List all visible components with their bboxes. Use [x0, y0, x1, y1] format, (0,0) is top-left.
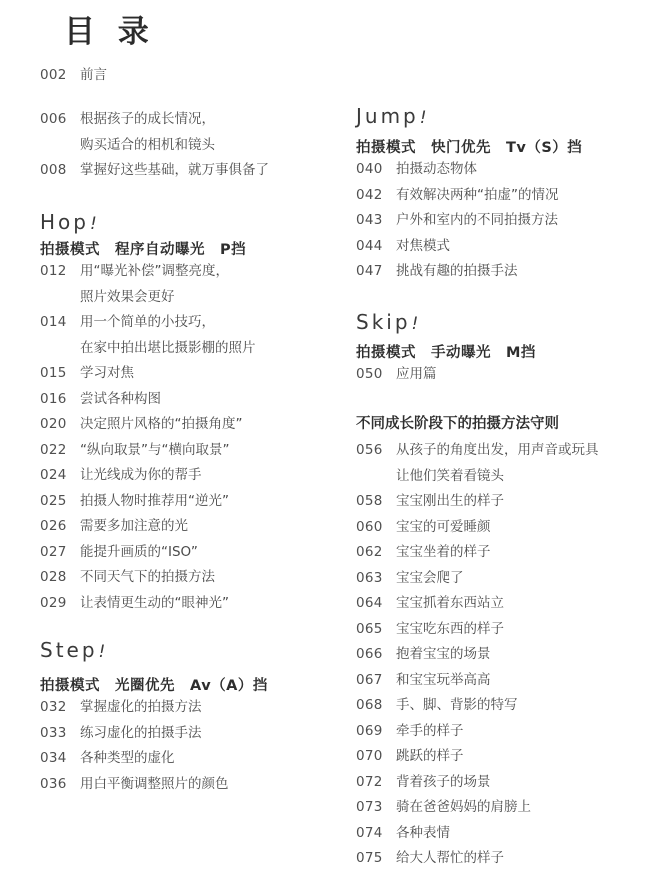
page-number: 016	[40, 390, 67, 407]
page-number: 073	[356, 799, 383, 815]
entry-title-line: 户外和室内的不同拍摄方法	[396, 212, 558, 228]
section-mark: !	[98, 642, 109, 662]
page-number: 050	[356, 366, 383, 382]
toc-entry	[356, 362, 437, 388]
entry-title-line: 应用篇	[396, 366, 437, 382]
entry-title	[80, 259, 229, 310]
entry-title	[396, 515, 491, 541]
page-number: 014	[40, 314, 67, 330]
section-mark: !	[419, 108, 430, 128]
section-hop-heading	[40, 210, 100, 234]
entry-title	[396, 540, 491, 566]
entry-title	[396, 693, 518, 719]
page-number: 070	[356, 748, 383, 764]
entry-title-line: “纵向取景”与“横向取景”	[80, 441, 230, 458]
page-number: 072	[356, 773, 383, 790]
entry-title	[80, 361, 134, 387]
page-number: 064	[356, 595, 383, 611]
toc-entry	[40, 438, 229, 464]
entry-title	[396, 795, 531, 821]
entry-title	[396, 489, 504, 515]
entry-title-line: 有效解决两种“拍虚”的情况	[396, 186, 559, 203]
entry-title-line: 抱着宝宝的场景	[396, 646, 491, 662]
entry-title	[396, 719, 464, 745]
entry-title-line: 手、脚、背影的特写	[396, 697, 518, 713]
entry-title-line: 宝宝坐着的样子	[396, 544, 491, 560]
entry-title	[80, 540, 198, 566]
page-number: 062	[356, 544, 383, 560]
toc-entry	[40, 63, 107, 89]
growth-stages-heading: 不同成长阶段下的拍摄方法守则	[356, 416, 559, 432]
page-number: 060	[356, 518, 383, 535]
section-mark: !	[411, 314, 422, 334]
section-step-heading	[40, 638, 108, 662]
page-number: 015	[40, 365, 67, 381]
toc-entry	[356, 540, 491, 566]
page-number: 024	[40, 467, 67, 483]
entry-title-line: 各种表情	[396, 824, 450, 841]
shooting-mode-heading: 拍摄模式 程序自动曝光 P挡	[40, 242, 247, 258]
shooting-mode-heading: 拍摄模式 快门优先 Tv（S）挡	[356, 140, 583, 156]
toc-entry	[356, 438, 599, 489]
entry-title-line: 需要多加注意的光	[80, 518, 188, 534]
shooting-mode-heading: 拍摄模式 手动曝光 M挡	[356, 345, 536, 361]
section-name: Hop	[40, 210, 89, 234]
entry-title-line: 挑战有趣的拍摄手法	[396, 263, 518, 279]
toc-entry	[356, 668, 491, 694]
entry-title	[396, 259, 518, 285]
toc-entry	[40, 310, 256, 361]
toc-entry	[40, 158, 269, 184]
entry-title	[80, 514, 188, 540]
entry-title-line: 骑在爸爸妈妈的肩膀上	[396, 799, 531, 815]
page-number: 067	[356, 671, 383, 688]
entry-title-line: 根据孩子的成长情况，	[80, 111, 215, 127]
entry-title	[80, 63, 107, 89]
entry-title	[80, 412, 243, 438]
toc-entry	[40, 540, 198, 566]
page-number: 036	[40, 775, 67, 792]
entry-title	[396, 234, 450, 260]
page-number: 056	[356, 442, 383, 458]
toc-entry	[40, 695, 202, 721]
entry-title	[396, 744, 464, 770]
entry-title	[396, 208, 558, 234]
entry-title-line: 拍摄动态物体	[396, 161, 477, 177]
entry-title	[80, 591, 229, 617]
toc-entry	[356, 617, 504, 643]
toc-entry	[40, 565, 215, 591]
entry-title	[80, 565, 215, 591]
page-number: 075	[356, 850, 383, 866]
entry-title-line: 背着孩子的场景	[396, 773, 491, 790]
entry-title-line: 能提升画质的“ISO”	[80, 543, 198, 560]
toc-entry	[356, 591, 504, 617]
entry-title-line: 掌握虚化的拍摄方法	[80, 699, 202, 715]
section-mark: !	[89, 214, 100, 234]
entry-title	[80, 772, 229, 798]
page-number: 066	[356, 646, 383, 662]
toc-entry	[40, 107, 215, 158]
entry-title	[80, 695, 202, 721]
entry-title-line: 给大人帮忙的样子	[396, 850, 504, 866]
section-jump-heading	[356, 104, 430, 128]
entry-title	[80, 310, 256, 361]
entry-title-line: 对焦模式	[396, 237, 450, 254]
entry-title	[80, 107, 215, 158]
entry-title-line: 尝试各种构图	[80, 390, 161, 407]
toc-entry	[356, 208, 558, 234]
page-number: 069	[356, 722, 383, 739]
page-number: 047	[356, 263, 383, 279]
toc-entry	[356, 566, 464, 592]
page-number: 006	[40, 111, 67, 127]
entry-title-line: 宝宝吃东西的样子	[396, 620, 504, 637]
entry-title	[396, 566, 464, 592]
toc-entry	[40, 463, 202, 489]
toc-entry	[40, 746, 175, 772]
shooting-mode-heading: 拍摄模式 光圈优先 Av（A）挡	[40, 678, 268, 694]
page-number: 022	[40, 441, 67, 458]
entry-title-line: 购买适合的相机和镜头	[80, 136, 215, 153]
entry-title-line: 决定照片风格的“拍摄角度”	[80, 416, 243, 432]
entry-title-line: 用“曝光补偿”调整亮度，	[80, 263, 229, 279]
entry-title	[80, 489, 229, 515]
entry-title-line: 用白平衡调整照片的颜色	[80, 775, 229, 792]
entry-title-line: 牵手的样子	[396, 722, 464, 739]
toc-entry	[356, 515, 491, 541]
page-number: 043	[356, 212, 383, 228]
toc-entry	[356, 770, 491, 796]
entry-title-line: 让表情更生动的“眼神光”	[80, 594, 229, 611]
page-number: 027	[40, 543, 67, 560]
entry-title-line: 宝宝的可爱睡颜	[396, 518, 491, 535]
page-number: 025	[40, 492, 67, 509]
page-number: 040	[356, 161, 383, 177]
entry-title-line: 宝宝会爬了	[396, 569, 464, 586]
page-number: 033	[40, 724, 67, 741]
toc-entry	[356, 157, 477, 183]
toc-entry	[356, 642, 491, 668]
entry-title	[80, 463, 202, 489]
entry-title	[396, 846, 504, 872]
entry-title-line: 从孩子的角度出发，用声音或玩具	[396, 442, 599, 458]
page-title: 目 录	[64, 14, 155, 50]
entry-title	[396, 642, 491, 668]
entry-title-line: 宝宝抓着东西站立	[396, 595, 504, 611]
page-number: 002	[40, 67, 67, 83]
entry-title-line: 用一个简单的小技巧，	[80, 314, 215, 330]
section-name: Step	[40, 638, 98, 662]
page-number: 029	[40, 594, 67, 611]
entry-title	[396, 157, 477, 183]
toc-entry	[40, 361, 134, 387]
toc-entry	[356, 693, 518, 719]
page-number: 020	[40, 416, 67, 432]
entry-title-line: 不同天气下的拍摄方法	[80, 569, 215, 585]
entry-title-line: 前言	[80, 67, 107, 83]
entry-title-line: 让他们笑着看镜头	[396, 467, 504, 484]
toc-entry	[40, 591, 229, 617]
toc-entry	[40, 489, 229, 515]
toc-entry	[356, 719, 464, 745]
entry-title	[396, 591, 504, 617]
toc-entry	[356, 744, 464, 770]
page-number: 063	[356, 569, 383, 586]
page-number: 065	[356, 620, 383, 637]
page-number: 044	[356, 237, 383, 254]
page-number: 026	[40, 518, 67, 534]
toc-entry	[356, 846, 504, 872]
page-number: 008	[40, 162, 67, 178]
page-number: 074	[356, 824, 383, 841]
toc-entry	[40, 721, 202, 747]
toc-entry	[356, 795, 531, 821]
entry-title	[396, 668, 491, 694]
entry-title-line: 在家中拍出堪比摄影棚的照片	[80, 339, 256, 356]
section-name: Jump	[356, 104, 419, 128]
entry-title-line: 各种类型的虚化	[80, 750, 175, 766]
toc-entry	[40, 387, 161, 413]
entry-title-line: 让光线成为你的帮手	[80, 467, 202, 483]
page-number: 032	[40, 699, 67, 715]
section-name: Skip	[356, 310, 411, 334]
entry-title	[396, 617, 504, 643]
toc-entry	[356, 183, 559, 209]
entry-title-line: 拍摄人物时推荐用“逆光”	[80, 492, 229, 509]
toc-entry	[356, 489, 504, 515]
page-number: 012	[40, 263, 67, 279]
entry-title	[80, 438, 229, 464]
entry-title-line: 掌握好这些基础，就万事俱备了	[80, 162, 269, 178]
toc-entry	[40, 514, 188, 540]
section-skip-heading	[356, 310, 421, 334]
page-number: 058	[356, 493, 383, 509]
page-number: 034	[40, 750, 67, 766]
toc-entry	[356, 821, 450, 847]
entry-title-line: 宝宝刚出生的样子	[396, 493, 504, 509]
toc-entry	[356, 259, 518, 285]
entry-title-line: 和宝宝玩举高高	[396, 671, 491, 688]
entry-title	[80, 158, 269, 184]
entry-title	[80, 721, 202, 747]
toc-entry	[40, 412, 243, 438]
entry-title	[396, 821, 450, 847]
entry-title	[396, 438, 599, 489]
entry-title	[396, 362, 437, 388]
toc-entry	[40, 772, 229, 798]
entry-title	[396, 183, 559, 209]
entry-title	[396, 770, 491, 796]
page-number: 068	[356, 697, 383, 713]
page-number: 028	[40, 569, 67, 585]
entry-title-line: 学习对焦	[80, 365, 134, 381]
entry-title-line: 照片效果会更好	[80, 288, 175, 305]
page-number: 042	[356, 186, 383, 203]
entry-title	[80, 746, 175, 772]
entry-title-line: 练习虚化的拍摄手法	[80, 724, 202, 741]
entry-title-line: 跳跃的样子	[396, 748, 464, 764]
toc-entry	[356, 234, 450, 260]
entry-title	[80, 387, 161, 413]
toc-entry	[40, 259, 229, 310]
